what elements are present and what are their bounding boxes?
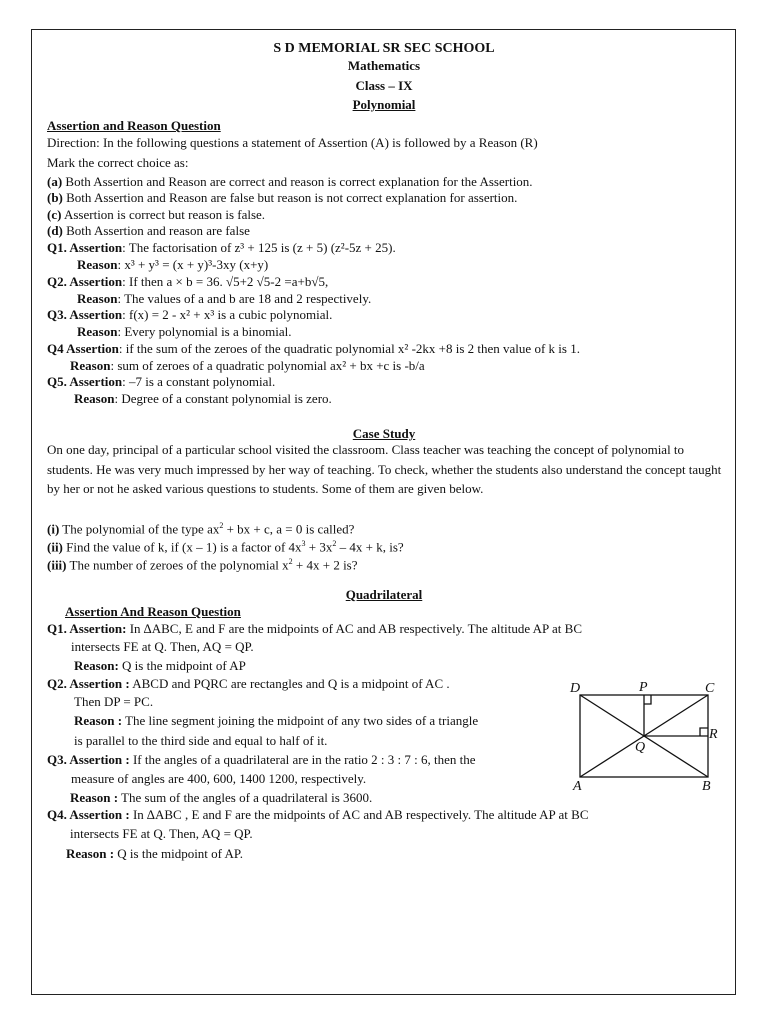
label-r: R — [709, 727, 718, 742]
poly-q3-assertion: Q3. Assertion: f(x) = 2 - x² + x³ is a cubic polynomial. — [47, 307, 333, 322]
case-study-paragraph: On one day, principal of a particular school visited the classroom. Class teacher was teaching the concept of polynomial to students. He was very much impressed by her way of teaching. To check, whether the students also understand the concept taught by her or not he asked various questions to students. Some of them are given below. — [47, 442, 722, 496]
quad-q2-reason: Reason : The line segment joining the midpoint of any two sides of a triangle — [74, 713, 479, 728]
option-c: (c) Assertion is correct but reason is false. — [47, 207, 266, 222]
label-q: Q — [635, 740, 646, 755]
quad-q2-assertion: Q2. Assertion : ABCD and PQRC are rectangles and Q is a midpoint of AC . — [47, 676, 450, 691]
poly-q3-reason: Reason: Every polynomial is a binomial. — [77, 324, 292, 339]
subject-title: Mathematics — [347, 58, 421, 73]
class-title: Class – IX — [355, 78, 413, 93]
case-q1: (i) The polynomial of the type $ax^2$ + bx + c, a = 0 is called? — [47, 521, 355, 537]
label-d: D — [570, 681, 581, 696]
poly-q2-reason: Reason: The values of a and b are 18 and 2 respectively. — [77, 291, 372, 306]
right-angle-mark-r — [700, 728, 708, 736]
quad-q4-assertion: Q4. Assertion : In ∆ABC , E and F are the midpoints of AC and AB respectively. The altitude AP at BC — [47, 807, 589, 822]
option-b: (b) Both Assertion and Reason are false but reason is not correct explanation for assertion. — [47, 190, 518, 205]
label-b: B — [702, 779, 711, 794]
poly-q4-reason: Reason: sum of zeroes of a quadratic polynomial ax² + bx +c is -b/a — [70, 358, 425, 373]
school-name: S D MEMORIAL SR SEC SCHOOL — [273, 41, 495, 56]
quad-q3-reason: Reason : The sum of the angles of a quadrilateral is 3600. — [70, 790, 373, 805]
option-a: (a) Both Assertion and Reason are correct and reason is correct explanation for the Assertion. — [47, 174, 533, 189]
case-q3: (iii) The number of zeroes of the polynomial $x^2 + 4x + 2$ is? — [47, 557, 358, 573]
right-angle-mark-p — [644, 695, 651, 704]
case-q2: (ii) Find the value of k, if (x – 1) is a factor of $4x^3 + 3x^2 - 4x + k$, is? — [47, 539, 404, 555]
poly-q1-reason: Reason: x³ + y³ = (x + y)³-3xy (x+y) — [77, 257, 269, 272]
option-d: (d) Both Assertion and reason are false — [47, 223, 250, 238]
section-heading: Assertion and Reason Question — [47, 118, 221, 133]
chapter-title: Polynomial — [352, 97, 416, 112]
quad-q1-assertion: Q1. Assertion: In ∆ABC, E and F are the midpoints of AC and AB respectively. The altitude AP at BC — [47, 621, 583, 636]
direction-text: Direction: In the following questions a statement of Assertion (A) is followed by a Reason (R) — [47, 135, 538, 150]
case-study-heading: Case Study — [352, 426, 416, 441]
quad-q1-assertion-cont: intersects FE at Q. Then, AQ = QP. — [71, 639, 254, 654]
quad-q4-reason: Reason : Q is the midpoint of AP. — [66, 846, 243, 861]
quad-q4-assertion-cont: intersects FE at Q. Then, AQ = QP. — [70, 826, 253, 841]
poly-q2-assertion: Q2. Assertion: If then a × b = 36. √5+2 √5-2 =a+b√5, — [47, 274, 329, 289]
poly-q4-assertion: Q4 Assertion: if the sum of the zeroes of the quadratic polynomial x² -2kx +8 is 2 then value of k is 1. — [47, 341, 580, 356]
rectangle-figure — [568, 676, 728, 796]
quadrilateral-heading: Quadrilateral — [345, 587, 423, 602]
poly-q1-assertion: Q1. Assertion: The factorisation of z³ + 125 is (z + 5) (z²-5z + 25). — [47, 240, 396, 255]
quad-section-heading: Assertion And Reason Question — [65, 604, 241, 619]
poly-q5-reason: Reason: Degree of a constant polynomial is zero. — [74, 391, 332, 406]
quad-q1-reason: Reason: Q is the midpoint of AP — [74, 658, 246, 673]
poly-q5-assertion: Q5. Assertion: –7 is a constant polynomial. — [47, 374, 276, 389]
quad-q3-assertion: Q3. Assertion : If the angles of a quadrilateral are in the ratio 2 : 3 : 7 : 6, then the — [47, 752, 476, 767]
label-p: P — [639, 680, 648, 695]
mark-instruction: Mark the correct choice as: — [47, 155, 189, 170]
label-a: A — [573, 779, 582, 794]
label-c: C — [705, 681, 715, 696]
quad-q3-assertion-cont: measure of angles are 400, 600, 1400 1200, respectively. — [71, 771, 367, 786]
quad-q2-assertion-cont: Then DP = PC. — [74, 694, 154, 709]
quad-q2-reason-cont: is parallel to the third side and equal to half of it. — [74, 733, 328, 748]
